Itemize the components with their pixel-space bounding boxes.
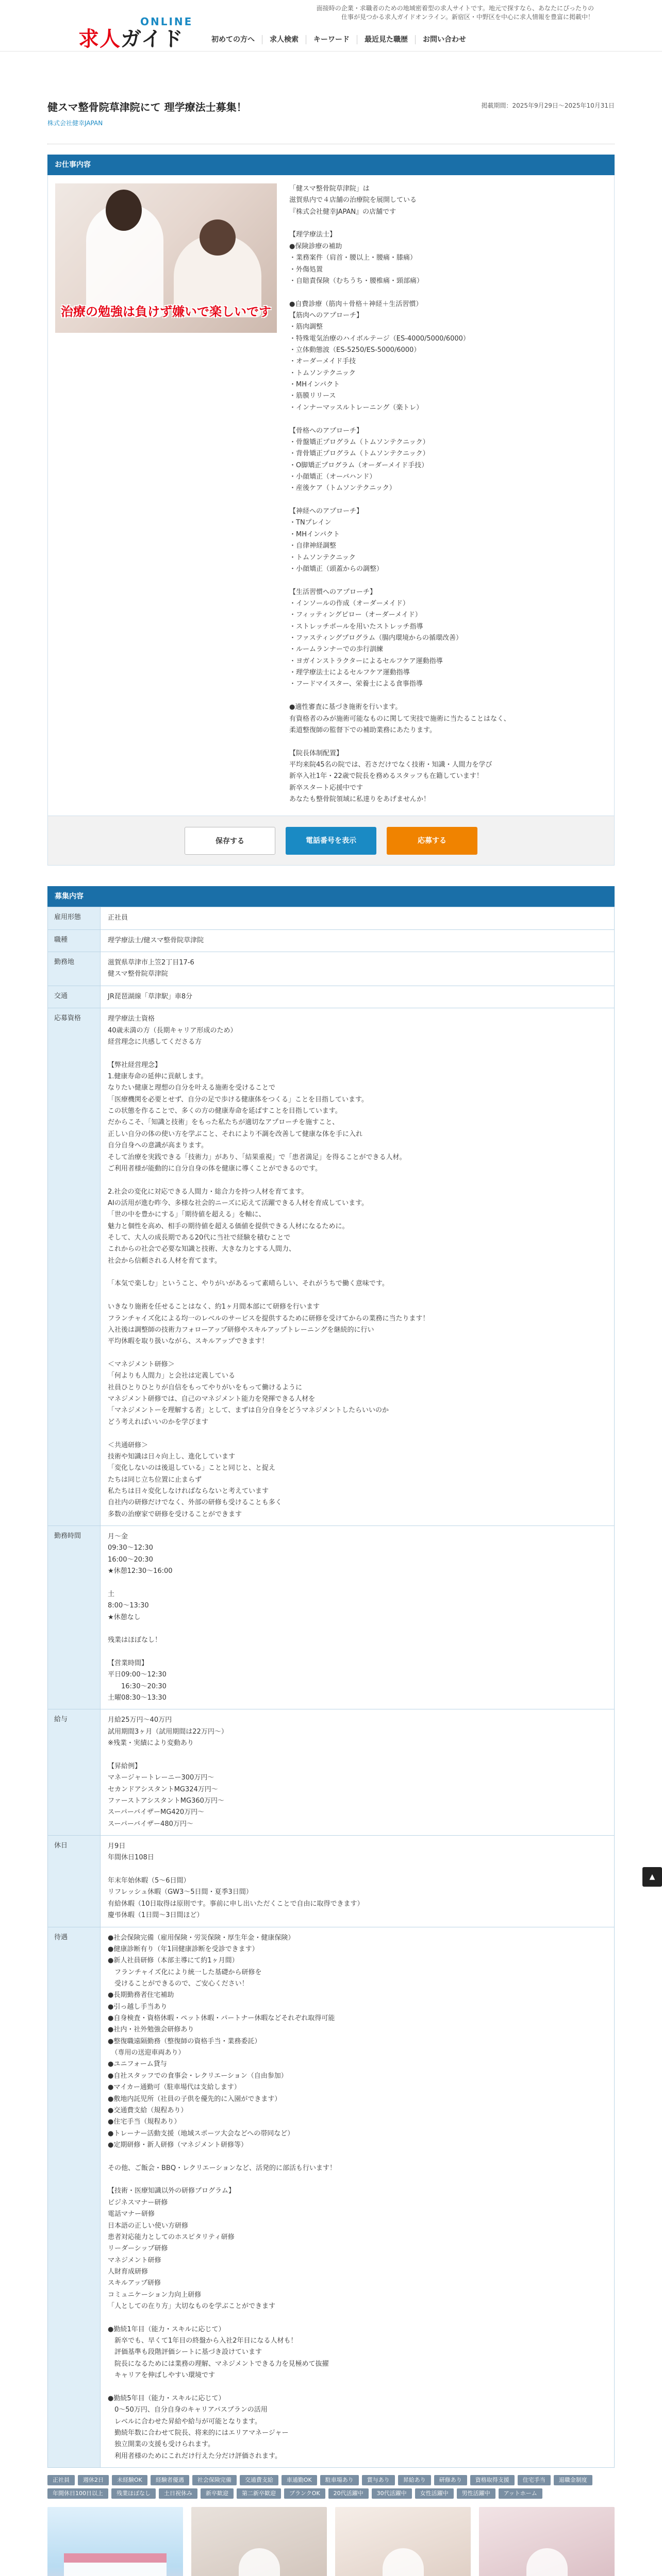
job-title: 健スマ整骨院草津院にて 理学療法士募集！ xyxy=(47,101,247,113)
row-label-benefits: 待遇 xyxy=(48,1927,101,2468)
table-row xyxy=(48,907,615,929)
row-label-qualification: 応募資格 xyxy=(48,1008,101,1526)
feature-tag[interactable]: 賞与あり xyxy=(362,2475,395,2485)
gallery-building-shape xyxy=(64,2553,167,2576)
table-row xyxy=(48,952,615,986)
nav-job-search[interactable]: 求人検索 xyxy=(262,35,306,44)
apply-button[interactable]: 応募する xyxy=(387,827,477,855)
save-button[interactable]: 保存する xyxy=(185,827,275,855)
recruitment-heading: 募集内容 xyxy=(47,886,615,907)
feature-tags xyxy=(47,2475,615,2499)
site-logo[interactable] xyxy=(78,13,197,49)
listing-period: 掲載期間：2025年9月29日〜2025年10月31日 xyxy=(481,102,615,109)
show-phone-button[interactable]: 電話番号を表示 xyxy=(286,827,376,855)
photo-gallery xyxy=(47,2507,615,2576)
logo-online-text: ONLINE xyxy=(140,15,193,28)
feature-tag[interactable]: 交通費支給 xyxy=(240,2475,278,2485)
feature-tag[interactable]: 土日祝休み xyxy=(159,2488,197,2499)
row-label-hours: 勤務時間 xyxy=(48,1526,101,1709)
feature-tag[interactable]: 新卒歓迎 xyxy=(201,2488,234,2499)
feature-tag[interactable]: 資格取得支援 xyxy=(470,2475,515,2485)
header-tagline: 面接時の企業・求職者のための地域密着型の求人サイトです。地元で探すなら、あなたにぴったりの仕事が見つかる求人ガイドオンライン。新宿区・中野区を中心に求人情報を豊富に掲載中！ xyxy=(316,5,594,21)
gallery-figure-shape xyxy=(526,2548,568,2576)
row-value-salary: 月給25万円〜40万円 試用期間3ヶ月（試用期間は22万円〜） ※残業・実績により変動あり 【昇給例】 マネージャートレーニー300万円〜 セカンドアシスタントMG324万円〜 ファーストアシスタントMG360万円〜 スーパーバイザーMG420万円〜 スーパーバイザー480万円〜 xyxy=(101,1709,615,1836)
feature-tag[interactable]: 週休2日 xyxy=(78,2475,109,2485)
feature-tag[interactable]: 女性活躍中 xyxy=(415,2488,454,2499)
cta-strip xyxy=(47,816,615,866)
table-row xyxy=(48,929,615,952)
job-description-box xyxy=(47,175,615,816)
feature-tag[interactable]: ブランクOK xyxy=(284,2488,325,2499)
row-label-location: 勤務地 xyxy=(48,952,101,986)
row-label-salary: 給与 xyxy=(48,1709,101,1836)
feature-tag[interactable]: 退職金制度 xyxy=(554,2475,592,2485)
gallery-figure-shape xyxy=(239,2548,280,2576)
photo-caption: 治療の勉強は負けず嫌いで楽しいです xyxy=(61,304,271,319)
feature-tag[interactable]: 昇給あり xyxy=(398,2475,431,2485)
table-row xyxy=(48,1836,615,1927)
logo-main-red: 求人 xyxy=(78,27,121,51)
gallery-photo-exterior[interactable] xyxy=(47,2507,183,2576)
feature-tag[interactable]: 残業ほぼなし xyxy=(111,2488,156,2499)
gallery-photo-staff[interactable] xyxy=(335,2507,471,2576)
table-row xyxy=(48,1008,615,1526)
recruitment-section xyxy=(47,886,615,2576)
nav-contact[interactable]: お問い合わせ xyxy=(415,35,473,44)
nav-first-time[interactable]: 初めての方へ xyxy=(211,36,255,44)
feature-tag[interactable]: 20代活躍中 xyxy=(328,2488,369,2499)
gallery-figure-shape xyxy=(383,2548,424,2576)
row-value-holidays: 月9日 年間休日108日 年末年始休暇（5〜6日間） リフレッシュ休暇（GW3〜5日間・夏季3日間） 有給休暇（10日取得は原則です。事前に申し出いただくことで自由に取得できます） 慶弔休暇（1日間〜3日間ほど） xyxy=(101,1836,615,1927)
feature-tag[interactable]: 年間休日100日以上 xyxy=(47,2488,108,2499)
feature-tag[interactable]: 経験者優遇 xyxy=(151,2475,189,2485)
gallery-photo-therapy[interactable] xyxy=(479,2507,615,2576)
row-label-employment: 雇用形態 xyxy=(48,907,101,929)
row-value-access: JR琵琶湖線「草津駅」車8分 xyxy=(101,986,615,1008)
feature-tag[interactable]: 男性活躍中 xyxy=(457,2488,495,2499)
feature-tag[interactable]: 正社員 xyxy=(47,2475,75,2485)
row-value-occupation: 理学療法士/健スマ整骨院草津院 xyxy=(101,929,615,952)
feature-tag[interactable]: 30代活躍中 xyxy=(372,2488,412,2499)
table-row xyxy=(48,986,615,1008)
job-description-section xyxy=(47,155,615,866)
row-value-employment: 正社員 xyxy=(101,907,615,929)
feature-tag[interactable]: 社会保険完備 xyxy=(192,2475,237,2485)
table-row xyxy=(48,1709,615,1836)
feature-tag[interactable]: 駐車場あり xyxy=(320,2475,359,2485)
feature-tag[interactable]: 住宅手当 xyxy=(518,2475,551,2485)
row-value-benefits: ●社会保険完備（雇用保険・労災保険・厚生年金・健康保険） ●健康診断有り（年1回健康診断を受診できます） ●新人社員研修（本部主導にて約1ヶ月間） フランチャイズ化により統一した基礎から研修を 受けることができるので、ご安心ください！ ●長期勤務者住宅補助 ●引っ越し手当あり ●自身検査・資格休暇・ペット休暇・パートナー休暇などそれぞれ取得可能 ●社内・社外勉強会研修あり ●整復職遠隔勤務（整復師の資格手当・業務委託） （専用の送迎車両あり） ●ユニフォーム貸与 ●自社スタッフでの食事会・レクリエーション（自由参加） ●マイカー通勤可（駐車場代は支給します） ●敷地内託児所（社員の子供を優先的に入園ができます） ●交通費支給（規程あり） ●住宅手当（規程あり） ●トレーナー活動支援（地域スポーツ大会などへの帯同など） ●定期研修・新人研修（マネジメント研修等） その他、ご飯会・BBQ・レクリエーションなど、活発的に部活も行います！ 【技術・医療知識以外の研修プログラム】 ビジネスマナー研修 電話マナー研修 日本語の正しい使い方研修 患者対応能力としてのホスピタリティ研修 リーダーシップ研修 マネジメント研修 人財育成研修 スキルアップ研修 コミュニケーション力向上研修 「人としての在り方」大切なものを学ぶことができます ●勤続1年目（能力・スキルに応じて） 新卒でも、早くて1年目の終盤から入社2年目になる人材も！ 評価基準も段階評価シートに基づき設けています 院長になるためには業務の理解、マネジメントできる力を見極めて抜擢 キャリアを伸ばしやすい環境です ●勤続5年目（能力・スキルに応じて） 0〜50万円、自分自身のキャリアパスプランの活用 レベルに合わせた昇給や給与が可能となります。 勤続年数に合わせて院長、将来的にはエリアマネージャー 独立開業の支援も受けられます。 利用者様のためにこれだけ行えた分だけ評価されます。 xyxy=(101,1927,615,2468)
row-label-occupation: 職種 xyxy=(48,929,101,952)
row-value-hours: 月〜金 09:30〜12:30 16:00〜20:30 ★休憩12:30〜16:00 土 8:00〜13:30 ★休憩なし 残業はほぼなし！ 【営業時間】 平日09:00〜12:30 16:30〜20:30 土曜08:30〜13:30 xyxy=(101,1526,615,1709)
feature-tag[interactable]: 未経験OK xyxy=(112,2475,147,2485)
row-label-access: 交通 xyxy=(48,986,101,1008)
job-header xyxy=(47,93,615,144)
main-content xyxy=(47,52,615,2576)
feature-tag[interactable]: 車通勤OK xyxy=(282,2475,317,2485)
company-link[interactable]: 株式会社健幸JAPAN xyxy=(47,120,103,127)
row-label-holidays: 休日 xyxy=(48,1836,101,1927)
photo-staff-head xyxy=(106,190,142,231)
clinic-photo xyxy=(55,183,277,333)
feature-tag[interactable]: アットホーム xyxy=(499,2488,542,2499)
recruitment-table xyxy=(47,907,615,2468)
site-header xyxy=(0,0,662,52)
nav-recently-viewed[interactable]: 最近見た職歴 xyxy=(357,35,415,44)
row-value-location: 滋賀県草津市上笠2丁目17-6 健スマ整骨院草津院 xyxy=(101,952,615,986)
row-value-qualification: 理学療法士資格 40歳未満の方（長期キャリア形成のため） 経営理念に共感してくださる方 【弊社経営理念】 1.健康寿命の延伸に貢献します。 なりたい健康と理想の自分を叶える施術を受けることで 「医療機関を必要とせず、自分の足で歩ける健康体をつくる」ことを目指しています。 この状態を作ることで、多くの方の健康寿命を延ばすことを目指しています。 だからこそ、「知識と技術」をもった私たちが適切なアプローチを施すこと、 正しい自分の体の使い方を学ぶこと、それにより不調を改善して健康な体を手に入れ 自分自身への意識が高まります。 そして治療を実践できる「技術力」があり、「結果重視」で「患者満足」を得ることができる人材。 ご利用者様が能動的に自分自身の体を健康に導くことができるのです。 2.社会の変化に対応できる人間力・総合力を持つ人材を育てます。 AIの活用が進む昨今、多様な社会的ニーズに応えて活躍できる人材を育成しています。 「世の中を豊かにする」「期待値を超える」を軸に、 魅力と個性を高め、相手の期待値を超える価値を提供できる人材になるために。 そして、大人の成長期である20代に当社で経験を積むことで これからの社会で必要な知識と技術、大きな力とする人間力、 社会から信頼される人材を育てます。 「本気で楽しむ」ということ、やりがいがあるって素晴らしい、それがうちで働く意味です。 いきなり施術を任せることはなく、約1ヶ月間本部にて研修を行います フランチャイズ化による均一のレベルのサービスを提供するために研修を受けてからの業務に当たります！ 入社後は調整師の技術力フォローアップ研修やスキルアップトレーニングを継続的に行い 平均休暇を取り扱いながら、スキルアップできます！ ＜マネジメント研修＞ 「何よりも人間力」と会社は定義している 社員ひとりひとりが自信をもってやりがいをもって働けるように マネジメント研修では、自己のマネジメント能力を発揮できる人材を 「マネジメントーを理解する者」として、まずは自分自身をどうマネジメントしたらいいのか どう考えればいいのかを学びます ＜共通研修＞ 技術や知識は日々向上し、進化しています 「変化しないのは後退している」ことと同じと、と捉え たちは同じ立ち位置に止まらず 私たちは日々変化しなければならないと考えています 自社内の研修だけでなく、外部の研修も受けることも多く 多数の治療家で研修を受けることができます xyxy=(101,1008,615,1526)
back-to-top-button[interactable]: ▲ xyxy=(642,1867,662,1887)
logo-main-text xyxy=(78,23,184,56)
table-row xyxy=(48,1526,615,1709)
logo-main-rest: ガイド xyxy=(121,27,184,51)
job-description-text: 「健スマ整骨院草津院」は 滋賀県内で４店舗の治療院を展開している 『株式会社健幸JAPAN』の店舗です 【理学療法士】 ●保険診療の補助 ・業務案件（肩首・腰以上・腰痛・膝痛） ・外傷処置 ・自賠責保険（むちうち・腰椎痛・頸部痛） ●自費診療（筋肉＋骨格＋神経＋生活習慣） 【筋肉へのアプローチ】 ・筋肉調整 ・特殊電気治療のハイボルテージ（ES-4000/5000/6000） ・立体動態波（ES-5250/ES-5000/6000） ・オーダーメイド手技 ・トムソンテクニック ・MHインパクト ・筋膜リリース ・インナーマッスルトレーニング（楽トレ） 【骨格へのアプローチ】 ・骨盤矯正プログラム（トムソンテクニック） ・背骨矯正プログラム（トムソンテクニック） ・O脚矯正プログラム（オーダーメイド手技） ・小顔矯正（オーバハンド） ・産後ケア（トムソンテクニック） 【神経へのアプローチ】 ・TNプレイン ・MHインパクト ・自律神経調整 ・トムソンテクニック ・小顔矯正（頭蓋からの調整） 【生活習慣へのアプローチ】 ・インソールの作成（オーダーメイド） ・フィッティングピロー（オーダーメイド） ・ストレッチポールを用いたストレッチ指導 ・ファスティングプログラム（腸内環境からの循環改善） ・ルームランナーでの歩行訓練 ・ヨガインストラクターによるセルフケア運動指導 ・理学療法士によるセルフケア運動指導 ・フードマイスター、栄養士による食事指導 ●適性審査に基づき施術を行います。 有資格者のみが施術可能なものに関して実技で施術に当たることはなく、 柔道整復師の監督下での補助業務にあたります。 【院長体制配置】 平均来院45名の院では、若さだけでなく技術・知識・人間力を学び 新卒入社1年・22歳で院長を務めるスタッフも在籍しています！ 新卒スタート応援中です あなたも整骨院領域に私達りをあげませんか！ xyxy=(289,185,510,804)
global-nav xyxy=(211,35,473,44)
feature-tag[interactable]: 研修あり xyxy=(434,2475,467,2485)
gallery-photo-treatment[interactable] xyxy=(191,2507,327,2576)
job-description-heading: お仕事内容 xyxy=(47,155,615,175)
feature-tag[interactable]: 第二新卒歓迎 xyxy=(237,2488,281,2499)
photo-patient-head xyxy=(200,219,236,256)
nav-keyword[interactable]: キーワード xyxy=(306,35,357,44)
table-row xyxy=(48,1927,615,2468)
